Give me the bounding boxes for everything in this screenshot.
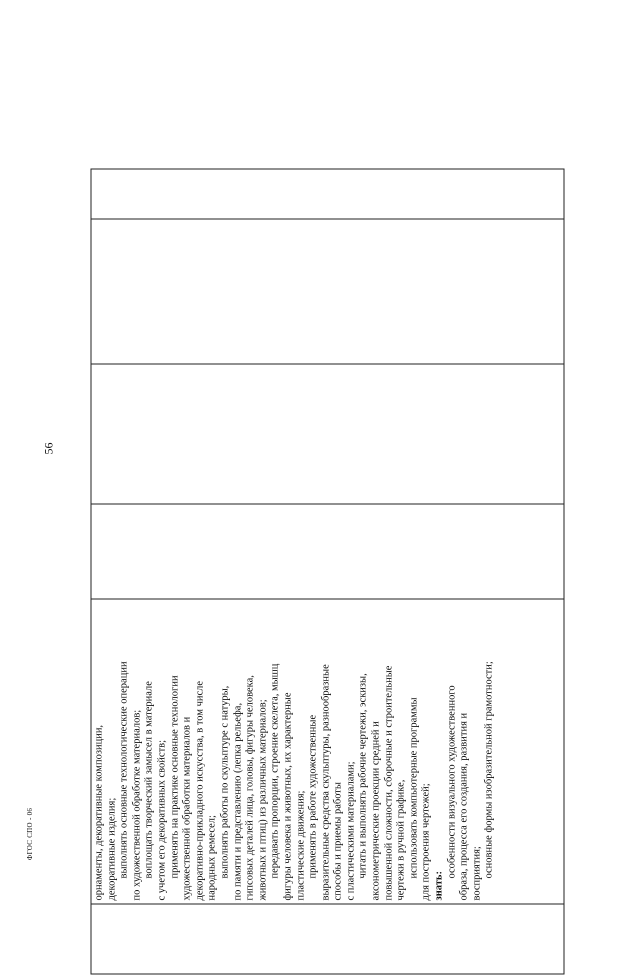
text-line: животных и птиц) из различных материалов; (257, 699, 269, 901)
text-line: пластические движения; (295, 790, 306, 901)
page-number: 56 (41, 442, 56, 455)
competency-text (94, 604, 497, 901)
text-line: применять в работе художественные (307, 714, 319, 879)
text-line: гипсовых деталей лица, головы, фигуры человека, (244, 675, 256, 901)
text-line: использовать компьютерные программы (408, 697, 420, 879)
standards-table-wrapper (91, 170, 565, 975)
text-line: воплощать творческий замысел в материале (143, 681, 155, 879)
text-line: декоративно-прикладного искусства, в том числе (194, 680, 206, 901)
text-line: с учетом его декоративных свойств; (156, 739, 168, 901)
text-line: декоративные изделия; (106, 797, 118, 901)
text-line: чертежи в ручной графике, (395, 779, 407, 901)
text-line: с пластическими материалами; (345, 761, 357, 901)
text-line: знать: (433, 871, 445, 901)
text-line: образа, процесса его создания, развития и (458, 712, 470, 901)
text-line: читать и выполнять рабочие чертежи, эскизы, (357, 673, 369, 879)
text-line: повышенной сложности, сборочные и строительные (383, 665, 395, 901)
table-row (91, 169, 564, 974)
text-line: особенности визуального художественного (446, 685, 458, 879)
text-line: по художественной обработке материалов; (131, 709, 143, 901)
table-cell-hours-required (91, 364, 564, 504)
text-line: для построения чертежей; (420, 783, 432, 901)
table-cell-competencies (91, 599, 564, 904)
table-cell-discipline (91, 219, 564, 364)
text-line: передавать пропорции, строение скелета, мышц (269, 663, 281, 879)
text-line: выполнять основные технологические операции (118, 661, 130, 879)
table-cell-code (91, 904, 564, 974)
text-line: аксонометрические проекции средней и (370, 721, 382, 901)
text-line: выразительные средства скульптуры, разнообразные (320, 664, 332, 901)
text-line: художественной обработки материалов и (181, 716, 193, 901)
text-line: фигуры человека и животных, их характерные (282, 692, 294, 901)
table-cell-hours-max (91, 504, 564, 599)
text-line: выполнять работы по скульптуре с натуры, (219, 685, 231, 879)
text-line: основные формы изобразительной грамотности; (483, 661, 495, 879)
footer-code: ФГОС СПО - 06 (26, 807, 34, 861)
text-line: орнаменты, декоративные композиции, (93, 724, 105, 901)
text-line: по памяти и представлению (лепка рельефа, (232, 702, 244, 901)
table-cell-competence-codes (91, 169, 564, 219)
text-line: восприятия; (471, 846, 483, 901)
text-line: способы и приемы работы (332, 782, 344, 901)
text-line: народных ремесел; (206, 815, 218, 901)
text-line: применять на практике основные технологии (169, 675, 181, 879)
standards-table (91, 169, 565, 975)
